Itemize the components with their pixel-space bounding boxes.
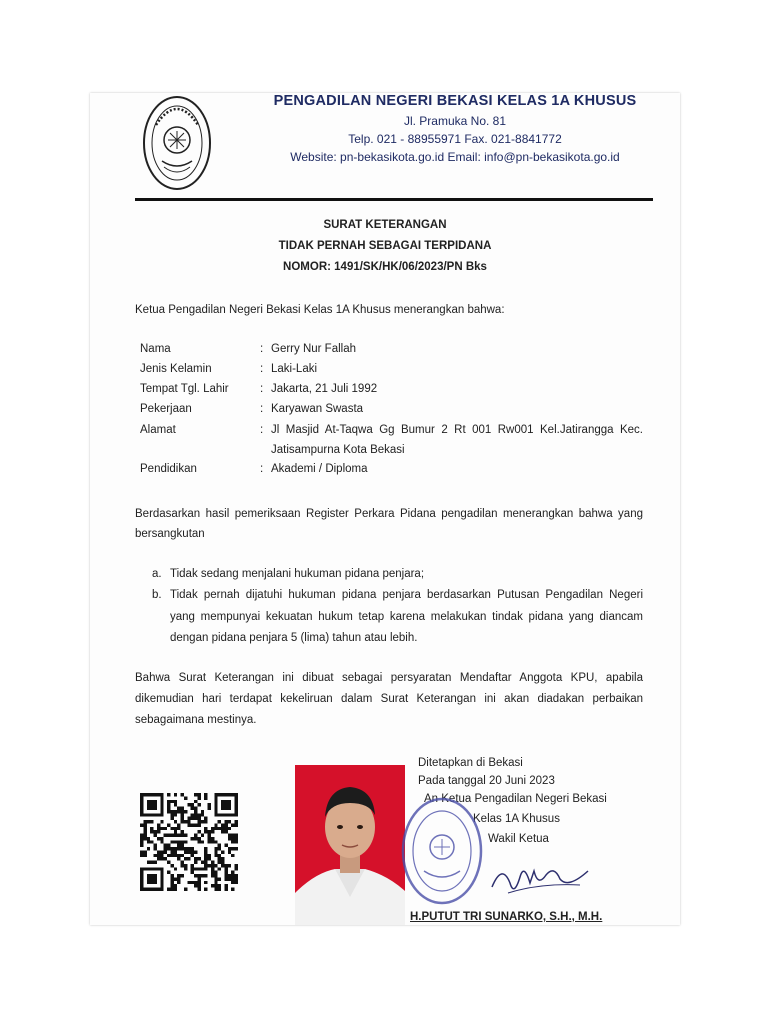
field-value-alamat-line2: Jatisampurna Kota Bekasi	[271, 444, 405, 456]
list-marker-a: a.	[152, 568, 162, 580]
doc-subtitle: TIDAK PERNAH SEBAGAI TERPIDANA	[278, 240, 492, 252]
para2-line2: dikemudian hari terdapat kekeliruan dalam Surat Keterangan ini akan diadakan perbaikan	[135, 693, 643, 705]
field-colon: :	[260, 383, 264, 395]
court-seal-logo	[142, 95, 212, 191]
closing-role: Wakil Ketua	[488, 833, 549, 845]
closing-date: Pada tanggal 20 Juni 2023	[418, 775, 555, 787]
field-value-nama: Gerry Nur Fallah	[271, 343, 356, 355]
doc-title: SURAT KETERANGAN	[323, 219, 447, 231]
applicant-photo	[295, 765, 405, 925]
institution-name: PENGADILAN NEGERI BEKASI KELAS 1A KHUSUS	[273, 93, 637, 109]
closing-an: An Ketua Pengadilan Negeri Bekasi	[424, 793, 607, 805]
court-stamp	[400, 795, 484, 907]
list-item-b-line2: yang mempunyai kekuatan hukum tetap karena melakukan tindak pidana yang diancam	[170, 611, 643, 623]
para2-line3: sebagaimana mestinya.	[135, 714, 257, 726]
field-label-jenis-kelamin: Jenis Kelamin	[140, 363, 212, 375]
institution-website: Website: pn-bekasikota.go.id Email: info@pn-bekasikota.go.id	[290, 150, 620, 164]
field-label-pendidikan: Pendidikan	[140, 463, 197, 475]
para1-line1: Berdasarkan hasil pemeriksaan Register Perkara Pidana pengadilan menerangkan bahwa yang	[135, 508, 643, 520]
list-item-a: Tidak sedang menjalani hukuman pidana penjara;	[170, 568, 425, 580]
field-value-pekerjaan: Karyawan Swasta	[271, 403, 364, 415]
field-label-nama: Nama	[140, 343, 171, 355]
institution-phone: Telp. 021 - 88955971 Fax. 021-8841772	[348, 132, 562, 146]
field-value-jenis-kelamin: Laki-Laki	[271, 363, 318, 375]
list-item-b-line1: Tidak pernah dijatuhi hukuman pidana penjara berdasarkan Putusan Pengadilan Negeri	[170, 589, 643, 601]
closing-kelas: Kelas 1A Khusus	[473, 813, 560, 825]
field-label-alamat: Alamat	[140, 424, 176, 436]
field-colon: :	[260, 463, 264, 475]
intro-text: Ketua Pengadilan Negeri Bekasi Kelas 1A Khusus menerangkan bahwa:	[135, 304, 505, 316]
list-marker-b: b.	[152, 589, 162, 601]
para1-line2: bersangkutan	[135, 528, 205, 540]
field-value-alamat-line1: Jl Masjid At-Taqwa Gg Bumur 2 Rt 001 Rw001 Kel.Jatirangga Kec.	[271, 424, 643, 436]
field-colon: :	[260, 343, 264, 355]
document-page	[90, 93, 680, 925]
signature	[490, 853, 590, 903]
para2-line1: Bahwa Surat Keterangan ini dibuat sebagai persyaratan Mendaftar Anggota KPU, apabila	[135, 672, 643, 684]
field-label-pekerjaan: Pekerjaan	[140, 403, 192, 415]
doc-number: NOMOR: 1491/SK/HK/06/2023/PN Bks	[283, 261, 487, 273]
field-colon: :	[260, 403, 264, 415]
institution-address: Jl. Pramuka No. 81	[403, 114, 507, 128]
list-item-b-line3: dengan pidana penjara 5 (lima) tahun atau lebih.	[170, 632, 418, 644]
field-colon: :	[260, 363, 264, 375]
header-divider	[135, 198, 653, 201]
field-value-ttl: Jakarta, 21 Juli 1992	[271, 383, 378, 395]
field-colon: :	[260, 424, 264, 436]
field-label-ttl: Tempat Tgl. Lahir	[140, 383, 229, 395]
qr-code	[140, 793, 238, 891]
closing-place: Ditetapkan di Bekasi	[418, 757, 523, 769]
field-value-pendidikan: Akademi / Diploma	[271, 463, 368, 475]
signer-name: H.PUTUT TRI SUNARKO, S.H., M.H.	[410, 911, 603, 923]
